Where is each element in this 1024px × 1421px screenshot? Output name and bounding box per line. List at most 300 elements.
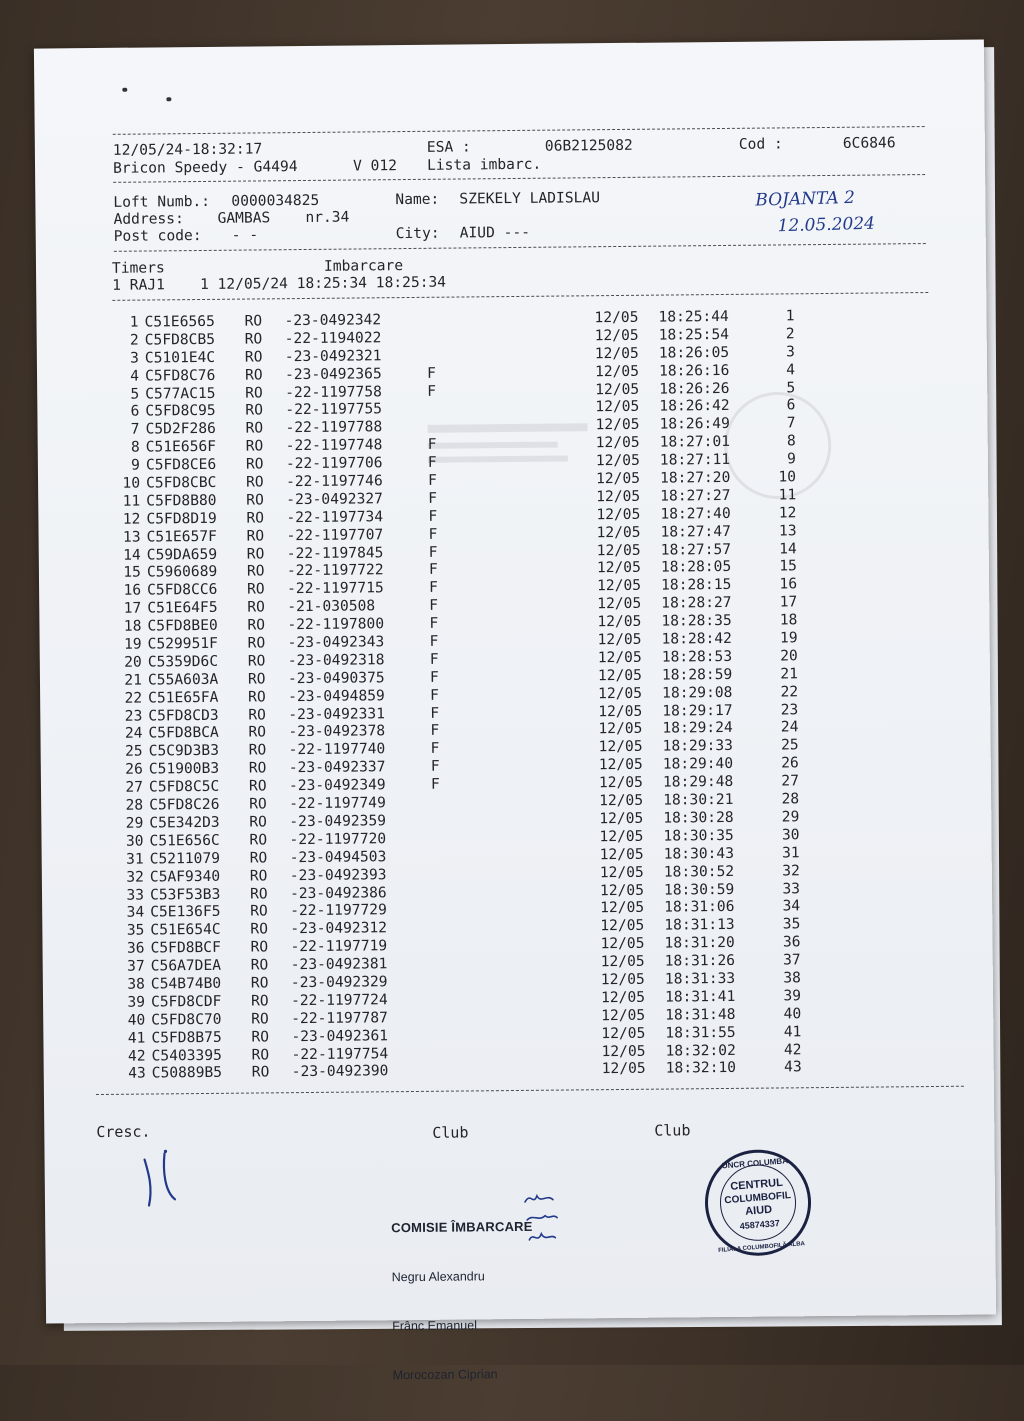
entry-position: 9 xyxy=(768,450,796,467)
entry-time: 18:28:53 xyxy=(662,648,732,666)
entry-ring-id: C59DA659 xyxy=(147,545,217,563)
entry-index: 13 xyxy=(113,528,141,545)
entry-index: 35 xyxy=(116,922,144,939)
entry-date: 12/05 xyxy=(600,863,644,880)
entry-position: 29 xyxy=(771,808,799,825)
entry-index: 28 xyxy=(115,797,143,814)
entry-position: 37 xyxy=(773,951,801,968)
entry-date: 12/05 xyxy=(599,828,643,845)
header-list-title: Lista imbarc. xyxy=(427,156,541,174)
entry-ring-id: C5FD8B80 xyxy=(146,492,216,510)
stamp-line3: AIUD xyxy=(708,1199,809,1224)
entry-country: RO xyxy=(251,1028,269,1045)
entry-ring-number: -22-1197724 xyxy=(291,991,388,1009)
entry-position: 7 xyxy=(767,415,795,432)
entry-date: 12/05 xyxy=(594,309,638,326)
entry-position: 6 xyxy=(767,397,795,414)
entry-ring-number: -22-1197719 xyxy=(290,937,387,955)
entry-flag: F xyxy=(429,561,438,578)
entry-date: 12/05 xyxy=(598,631,642,648)
entry-ring-number: -22-1197755 xyxy=(285,401,382,419)
entry-time: 18:31:26 xyxy=(665,952,735,970)
entry-index: 16 xyxy=(113,582,141,599)
entry-time: 18:31:20 xyxy=(664,934,734,952)
entry-time: 18:31:13 xyxy=(664,916,734,934)
header-cod-label: Cod : xyxy=(739,135,783,152)
entry-ring-id: C51E6565 xyxy=(144,313,214,331)
entry-ring-id: C54B74B0 xyxy=(151,975,221,993)
entry-index: 31 xyxy=(116,850,144,867)
entry-ring-id: C5FD8CB5 xyxy=(145,331,215,349)
entry-flag: F xyxy=(427,382,436,399)
entry-position: 33 xyxy=(772,880,800,897)
stamp-outer-top: UNCR COLUMBA xyxy=(704,1151,805,1176)
entry-index: 14 xyxy=(113,546,141,563)
entry-ring-id: C5FD8CD3 xyxy=(148,706,218,724)
entry-country: RO xyxy=(249,813,267,830)
entry-ring-id: C50889B5 xyxy=(152,1064,222,1082)
entry-country: RO xyxy=(250,921,268,938)
entry-ring-id: C5101E4C xyxy=(145,349,215,367)
entry-position: 31 xyxy=(772,844,800,861)
entry-time: 18:28:05 xyxy=(661,558,731,576)
entry-ring-id: C5FD8C95 xyxy=(145,402,215,420)
entry-ring-id: C51E65FA xyxy=(148,689,218,707)
entry-ring-id: C529951F xyxy=(148,635,218,653)
commission-member: Negru Alexandru xyxy=(392,1269,533,1285)
entry-ring-number: -22-1197715 xyxy=(287,580,384,598)
entry-country: RO xyxy=(247,527,265,544)
entry-index: 26 xyxy=(115,761,143,778)
entry-ring-number: -22-1194022 xyxy=(285,329,382,347)
entry-time: 18:26:49 xyxy=(659,415,729,433)
entry-ring-number: -21-030508 xyxy=(287,598,375,616)
entry-position: 27 xyxy=(771,772,799,789)
entry-position: 16 xyxy=(769,576,797,593)
commission-member: Frânc Emanuel xyxy=(392,1318,533,1334)
entry-time: 18:25:44 xyxy=(658,308,728,326)
entry-ring-number: -22-1197734 xyxy=(286,508,383,526)
entry-index: 22 xyxy=(114,689,142,706)
entry-position: 23 xyxy=(770,701,798,718)
entry-country: RO xyxy=(247,599,265,616)
entry-time: 18:28:15 xyxy=(661,576,731,594)
loft-name: SZEKELY LADISLAU xyxy=(459,189,600,207)
entry-date: 12/05 xyxy=(598,684,642,701)
entry-ring-id: C5FD8BCA xyxy=(148,724,218,742)
entry-time: 18:26:42 xyxy=(659,397,729,415)
entry-date: 12/05 xyxy=(601,1024,645,1041)
entry-ring-id: C5FD8BCF xyxy=(150,939,220,957)
entry-index: 43 xyxy=(118,1065,146,1082)
entry-date: 12/05 xyxy=(596,452,640,469)
entry-time: 18:28:27 xyxy=(661,594,731,612)
entry-ring-number: -22-1197845 xyxy=(287,544,384,562)
entry-flag: F xyxy=(429,615,438,632)
entry-ring-id: C5FD8C5C xyxy=(149,778,219,796)
entry-time: 18:31:48 xyxy=(665,1006,735,1024)
entry-time: 18:31:55 xyxy=(665,1024,735,1042)
entry-date: 12/05 xyxy=(599,792,643,809)
entry-ring-id: C51E657F xyxy=(147,528,217,546)
entry-country: RO xyxy=(244,312,262,329)
entry-country: RO xyxy=(248,706,266,723)
entry-time: 18:27:01 xyxy=(660,433,730,451)
entry-position: 41 xyxy=(773,1023,801,1040)
entry-country: RO xyxy=(249,760,267,777)
separator-line xyxy=(114,243,926,252)
entry-country: RO xyxy=(245,330,263,347)
entry-ring-number: -23-0492342 xyxy=(284,311,381,329)
entry-date: 12/05 xyxy=(596,506,640,523)
entry-index: 9 xyxy=(112,457,140,474)
entry-date: 12/05 xyxy=(596,470,640,487)
entry-country: RO xyxy=(250,939,268,956)
entry-ring-number: -23-0492381 xyxy=(291,955,388,973)
entry-time: 18:26:26 xyxy=(659,379,729,397)
entry-index: 8 xyxy=(112,439,140,456)
entry-date: 12/05 xyxy=(596,488,640,505)
entry-ring-id: C51E64F5 xyxy=(147,599,217,617)
entry-time: 18:31:33 xyxy=(665,970,735,988)
entry-position: 18 xyxy=(769,611,797,628)
entry-date: 12/05 xyxy=(601,1042,645,1059)
entry-ring-id: C5AF9340 xyxy=(150,867,220,885)
entry-index: 29 xyxy=(115,815,143,832)
entry-position: 11 xyxy=(768,486,796,503)
entry-index: 12 xyxy=(112,510,140,527)
entry-position: 39 xyxy=(773,987,801,1004)
entry-ring-id: C5FD8CC6 xyxy=(147,581,217,599)
entry-flag: F xyxy=(430,704,439,721)
loft-postcode: - - xyxy=(232,226,259,243)
entry-country: RO xyxy=(250,867,268,884)
staple-mark xyxy=(166,97,171,101)
entry-ring-number: -23-0492393 xyxy=(290,866,387,884)
entry-date: 12/05 xyxy=(600,845,644,862)
entry-country: RO xyxy=(249,742,267,759)
entry-index: 3 xyxy=(111,349,139,366)
entry-index: 2 xyxy=(111,331,139,348)
entry-time: 18:30:28 xyxy=(663,809,733,827)
entry-position: 19 xyxy=(770,629,798,646)
entry-country: RO xyxy=(245,402,263,419)
separator-line xyxy=(96,1086,964,1095)
breeder-signature xyxy=(134,1147,195,1212)
entry-country: RO xyxy=(251,956,269,973)
stamp-line2: COLUMBOFIL xyxy=(707,1186,808,1211)
entry-time: 18:29:08 xyxy=(662,684,732,702)
entry-country: RO xyxy=(245,384,263,401)
entry-ring-number: -23-0492321 xyxy=(285,347,382,365)
embark-list-document xyxy=(34,39,996,1323)
entry-ring-id: C56A7DEA xyxy=(151,957,221,975)
entry-position: 8 xyxy=(768,433,796,450)
stamp-line1: CENTRUL xyxy=(706,1173,807,1198)
entry-flag: F xyxy=(431,776,440,793)
entry-index: 24 xyxy=(114,725,142,742)
entry-index: 25 xyxy=(115,743,143,760)
entry-ring-number: -22-1197754 xyxy=(291,1045,388,1063)
entry-position: 13 xyxy=(768,522,796,539)
entry-time: 18:30:35 xyxy=(663,827,733,845)
separator-line xyxy=(113,126,925,135)
entry-index: 19 xyxy=(114,636,142,653)
entry-ring-id: C5FD8B75 xyxy=(151,1028,221,1046)
loft-address-label: Address: xyxy=(113,210,183,228)
entry-flag: F xyxy=(428,472,437,489)
entry-country: RO xyxy=(246,473,264,490)
entry-ring-number: -22-1197707 xyxy=(287,526,384,544)
entry-time: 18:26:05 xyxy=(659,344,729,362)
entry-index: 27 xyxy=(115,779,143,796)
entry-flag: F xyxy=(428,525,437,542)
commission-signatures xyxy=(523,1190,568,1250)
entry-ring-id: C5C9D3B3 xyxy=(149,742,219,760)
entry-position: 14 xyxy=(769,540,797,557)
entry-date: 12/05 xyxy=(597,559,641,576)
entries-list xyxy=(110,314,117,1083)
entry-country: RO xyxy=(251,974,269,991)
entry-index: 11 xyxy=(112,492,140,509)
entry-position: 32 xyxy=(772,862,800,879)
entry-time: 18:26:16 xyxy=(659,362,729,380)
entry-date: 12/05 xyxy=(595,362,639,379)
entry-time: 18:32:02 xyxy=(665,1041,735,1059)
loft-name-label: Name: xyxy=(395,191,439,208)
entry-date: 12/05 xyxy=(598,649,642,666)
entry-ring-id: C5FD8C76 xyxy=(145,367,215,385)
entry-flag: F xyxy=(430,686,439,703)
entry-time: 18:27:47 xyxy=(660,523,730,541)
entry-flag: F xyxy=(431,758,440,775)
header-esa-label: ESA : xyxy=(427,138,471,155)
entry-ring-number: -23-0492378 xyxy=(288,723,385,741)
entry-flag: F xyxy=(428,454,437,471)
entry-time: 18:31:06 xyxy=(664,898,734,916)
entry-country: RO xyxy=(251,1046,269,1063)
entry-ring-number: -22-1197749 xyxy=(289,794,386,812)
entry-ring-id: C577AC15 xyxy=(145,384,215,402)
entry-country: RO xyxy=(252,1064,270,1081)
entry-position: 4 xyxy=(767,361,795,378)
entry-time: 18:28:59 xyxy=(662,666,732,684)
entry-flag: F xyxy=(428,508,437,525)
entry-ring-number: -23-0494859 xyxy=(288,687,385,705)
entry-flag: F xyxy=(430,633,439,650)
entry-position: 30 xyxy=(771,826,799,843)
entry-date: 12/05 xyxy=(601,971,645,988)
entry-ring-number: -23-0492359 xyxy=(289,812,386,830)
entry-index: 4 xyxy=(111,367,139,384)
timers-line: 1 RAJ1 1 12/05/24 18:25:34 18:25:34 xyxy=(112,274,446,294)
entry-position: 15 xyxy=(769,558,797,575)
entry-date: 12/05 xyxy=(597,541,641,558)
loft-city-label: City: xyxy=(396,225,440,242)
header-cod-value: 6C6846 xyxy=(843,134,896,152)
entry-date: 12/05 xyxy=(599,774,643,791)
header-device: Bricon Speedy - G4494 xyxy=(113,158,298,177)
entry-position: 2 xyxy=(767,325,795,342)
entry-flag: F xyxy=(428,436,437,453)
entry-date: 12/05 xyxy=(597,613,641,630)
entry-ring-id: C55A603A xyxy=(148,671,218,689)
entry-date: 12/05 xyxy=(599,810,643,827)
entry-country: RO xyxy=(246,456,264,473)
entry-date: 12/05 xyxy=(600,881,644,898)
entry-time: 18:29:17 xyxy=(662,702,732,720)
entry-flag: F xyxy=(428,490,437,507)
entry-index: 20 xyxy=(114,654,142,671)
entry-date: 12/05 xyxy=(599,756,643,773)
entry-position: 21 xyxy=(770,665,798,682)
entry-ring-number: -22-1197788 xyxy=(285,419,382,437)
entry-date: 12/05 xyxy=(602,1060,646,1077)
entry-time: 18:30:21 xyxy=(663,791,733,809)
entry-index: 6 xyxy=(111,403,139,420)
entry-index: 40 xyxy=(117,1011,145,1028)
entry-flag: F xyxy=(429,597,438,614)
entry-country: RO xyxy=(247,617,265,634)
entry-ring-number: -22-1197706 xyxy=(286,454,383,472)
entry-ring-number: -22-1197748 xyxy=(286,436,383,454)
entry-time: 18:30:52 xyxy=(664,863,734,881)
entry-date: 12/05 xyxy=(597,577,641,594)
entry-ring-number: -23-0490375 xyxy=(288,669,385,687)
entry-ring-id: C5FD8BE0 xyxy=(147,617,217,635)
header-version: V 012 xyxy=(353,157,397,174)
entry-ring-id: C51900B3 xyxy=(149,760,219,778)
entry-ring-number: -22-1197758 xyxy=(285,383,382,401)
handwritten-race: BOJANTA 2 xyxy=(755,190,855,210)
club-label-1: Club xyxy=(432,1124,468,1141)
entry-time: 18:28:42 xyxy=(662,630,732,648)
entry-flag: F xyxy=(430,669,439,686)
embark-label: Imbarcare xyxy=(324,257,403,275)
entry-flag: F xyxy=(431,740,440,757)
club-label-2: Club xyxy=(654,1122,690,1139)
entry-ring-number: -22-1197720 xyxy=(289,830,386,848)
entry-position: 42 xyxy=(773,1041,801,1058)
entry-date: 12/05 xyxy=(595,327,639,344)
entry-index: 36 xyxy=(116,940,144,957)
entry-date: 12/05 xyxy=(598,667,642,684)
entry-position: 43 xyxy=(774,1059,802,1076)
entry-country: RO xyxy=(245,420,263,437)
entry-flag: F xyxy=(429,543,438,560)
entry-ring-id: C5FD8C70 xyxy=(151,1011,221,1029)
entry-country: RO xyxy=(246,491,264,508)
entry-position: 26 xyxy=(771,755,799,772)
entry-position: 36 xyxy=(772,933,800,950)
entry-country: RO xyxy=(251,1010,269,1027)
entry-position: 24 xyxy=(770,719,798,736)
entry-time: 18:29:24 xyxy=(662,719,732,737)
entry-ring-id: C5D2F286 xyxy=(145,420,215,438)
entry-date: 12/05 xyxy=(596,434,640,451)
loft-postcode-label: Post code: xyxy=(114,227,202,245)
entry-position: 12 xyxy=(768,504,796,521)
loft-city: AIUD --- xyxy=(460,224,530,242)
entry-time: 18:27:40 xyxy=(660,505,730,523)
entry-ring-number: -23-0492327 xyxy=(286,490,383,508)
entry-date: 12/05 xyxy=(596,523,640,540)
entry-index: 17 xyxy=(113,600,141,617)
entry-index: 10 xyxy=(112,475,140,492)
entry-country: RO xyxy=(248,688,266,705)
entry-ring-number: -22-1197746 xyxy=(286,472,383,490)
header-esa-value: 06B2125082 xyxy=(545,137,633,155)
entry-ring-number: -23-0492329 xyxy=(291,973,388,991)
entry-time: 18:31:41 xyxy=(665,988,735,1006)
entry-index: 42 xyxy=(117,1047,145,1064)
entry-country: RO xyxy=(246,509,264,526)
entry-ring-id: C5403395 xyxy=(151,1046,221,1064)
entry-date: 12/05 xyxy=(595,398,639,415)
loft-number-label: Loft Numb.: xyxy=(113,193,210,211)
entry-index: 33 xyxy=(116,886,144,903)
embark-commission xyxy=(391,1184,535,1417)
entry-position: 3 xyxy=(767,343,795,360)
entry-time: 18:29:40 xyxy=(663,755,733,773)
entry-date: 12/05 xyxy=(598,702,642,719)
entry-date: 12/05 xyxy=(595,416,639,433)
entry-index: 41 xyxy=(117,1029,145,1046)
entry-flag: F xyxy=(429,579,438,596)
entry-ring-number: -22-1197729 xyxy=(290,902,387,920)
entry-ring-id: C5FD8CE6 xyxy=(146,456,216,474)
entry-ring-id: C5960689 xyxy=(147,563,217,581)
entry-position: 22 xyxy=(770,683,798,700)
entry-index: 21 xyxy=(114,671,142,688)
entry-index: 30 xyxy=(115,832,143,849)
entry-index: 39 xyxy=(117,993,145,1010)
entry-date: 12/05 xyxy=(601,1007,645,1024)
stamp-code: 45874337 xyxy=(709,1213,810,1238)
entry-index: 15 xyxy=(113,564,141,581)
entry-position: 35 xyxy=(772,916,800,933)
entry-ring-number: -22-1197800 xyxy=(287,615,384,633)
entry-position: 28 xyxy=(771,790,799,807)
entry-ring-number: -22-1197740 xyxy=(289,741,386,759)
entry-flag: F xyxy=(430,651,439,668)
entry-date: 12/05 xyxy=(601,989,645,1006)
entry-index: 18 xyxy=(113,618,141,635)
entry-ring-number: -22-1197722 xyxy=(287,562,384,580)
entry-position: 20 xyxy=(770,647,798,664)
entry-time: 18:25:54 xyxy=(659,326,729,344)
entry-index: 1 xyxy=(110,314,138,331)
entry-ring-number: -23-0492390 xyxy=(292,1063,389,1081)
entry-ring-id: C5211079 xyxy=(150,850,220,868)
entry-ring-number: -23-0492361 xyxy=(291,1027,388,1045)
loft-number: 0000034825 xyxy=(231,192,319,210)
entry-time: 18:30:59 xyxy=(664,880,734,898)
breeder-label: Cresc. xyxy=(96,1124,150,1142)
entry-country: RO xyxy=(248,652,266,669)
entry-time: 18:27:27 xyxy=(660,487,730,505)
entry-position: 38 xyxy=(773,969,801,986)
entry-index: 37 xyxy=(117,958,145,975)
entry-date: 12/05 xyxy=(600,917,644,934)
entry-country: RO xyxy=(250,885,268,902)
entry-position: 34 xyxy=(772,898,800,915)
entry-country: RO xyxy=(249,778,267,795)
entry-time: 18:28:35 xyxy=(661,612,731,630)
entry-time: 18:30:43 xyxy=(664,845,734,863)
entry-country: RO xyxy=(251,992,269,1009)
entry-date: 12/05 xyxy=(601,953,645,970)
